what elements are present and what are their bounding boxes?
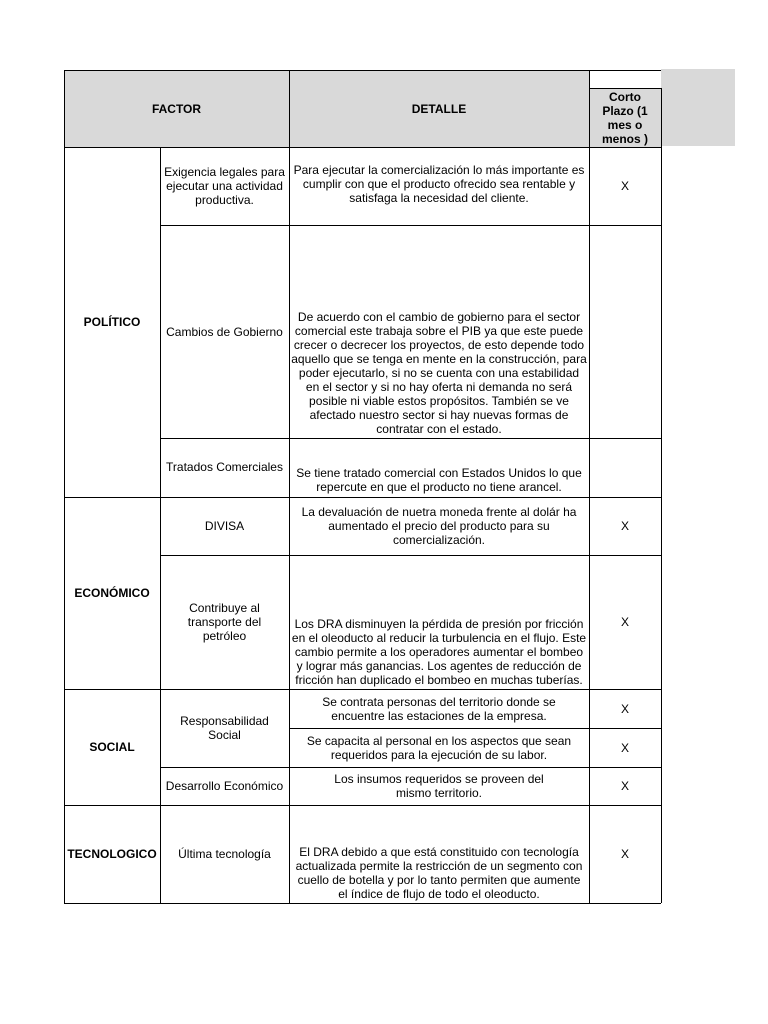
row-detalle: Para ejecutar la comercialización lo más importante es cumplir con que el producto ofrecido sea rentable y satisfaga la necesidad del cliente.: [293, 163, 585, 205]
row-detalle: Los insumos requeridos se proveen del mismo territorio.: [334, 772, 544, 800]
group-politico: POLÍTICO: [83, 315, 141, 329]
row-detalle: Se tiene tratado comercial con Estados Unidos lo que repercute en que el producto no tiene arancel.: [296, 466, 582, 494]
row-mark: X: [620, 740, 629, 755]
row-subfactor: DIVISA: [204, 519, 245, 533]
row-detalle: Los DRA disminuyen la pérdida de presión por fricción en el oleoducto al reducir la turbulencia en el flujo. Este cambio permite a los operadores aumentar el bombeo y lograr más ganancias. Los agentes de reducción de fricción han duplicado el bombeo en muchas tuberías.: [291, 617, 587, 687]
row-subfactor: Cambios de Gobierno: [166, 324, 283, 339]
row-mark: X: [620, 701, 629, 716]
row-subfactor: Desarrollo Económico: [165, 779, 284, 793]
row-subfactor: Última tecnología: [178, 847, 271, 861]
row-subfactor: Tratados Comerciales: [166, 460, 283, 474]
header-corto-plazo: Corto Plazo (1 mes o menos ): [601, 89, 648, 146]
row-mark: X: [620, 179, 629, 193]
row-mark: X: [620, 615, 629, 629]
row-detalle: Se capacita al personal en los aspectos que sean requeridos para la ejecución de su labor.: [306, 733, 572, 762]
row-subfactor: Exigencia legales para ejecutar una actividad productiva.: [164, 165, 285, 207]
row-subfactor: Contribuye al transporte del petróleo: [187, 601, 262, 643]
row-mark: X: [620, 847, 629, 861]
row-mark: [589, 225, 661, 438]
header-factor: FACTOR: [151, 101, 202, 116]
row-mark: X: [620, 779, 629, 793]
row-mark: [589, 438, 661, 497]
row-mark: X: [620, 519, 629, 533]
header-detalle: DETALLE: [411, 101, 467, 116]
group-tecnologico: TECNOLOGICO: [67, 847, 157, 861]
group-social: SOCIAL: [89, 740, 135, 754]
row-detalle: Se contrata personas del territorio donde se encuentre las estaciones de la empresa.: [322, 694, 556, 723]
row-subfactor: Responsabilidad Social: [180, 714, 269, 742]
group-economico: ECONÓMICO: [74, 586, 150, 600]
row-detalle: De acuerdo con el cambio de gobierno para el sector comercial este trabaja sobre el PIB ya que este puede crecer o decrecer los proyectos, de esto depende todo aquello que se tenga en mente en la construcción, para poder ejecutarlo, si no se cuenta con una estabilidad en el sector y si no hay oferta ni demanda no será posible ni viable estos propósitos. También se ve afectado nuestro sector si hay nuevas formas de contratar con el estado.: [291, 310, 587, 436]
row-detalle: El DRA debido a que está constituido con tecnología actualizada permite la restricción de un segmento con cuello de botella y por lo tanto permiten que aumente el índice de flujo de todo el oleoducto.: [295, 845, 583, 901]
row-detalle: La devaluación de nuetra moneda frente al dolár ha aumentado el precio del producto para su comercialización.: [301, 505, 577, 547]
